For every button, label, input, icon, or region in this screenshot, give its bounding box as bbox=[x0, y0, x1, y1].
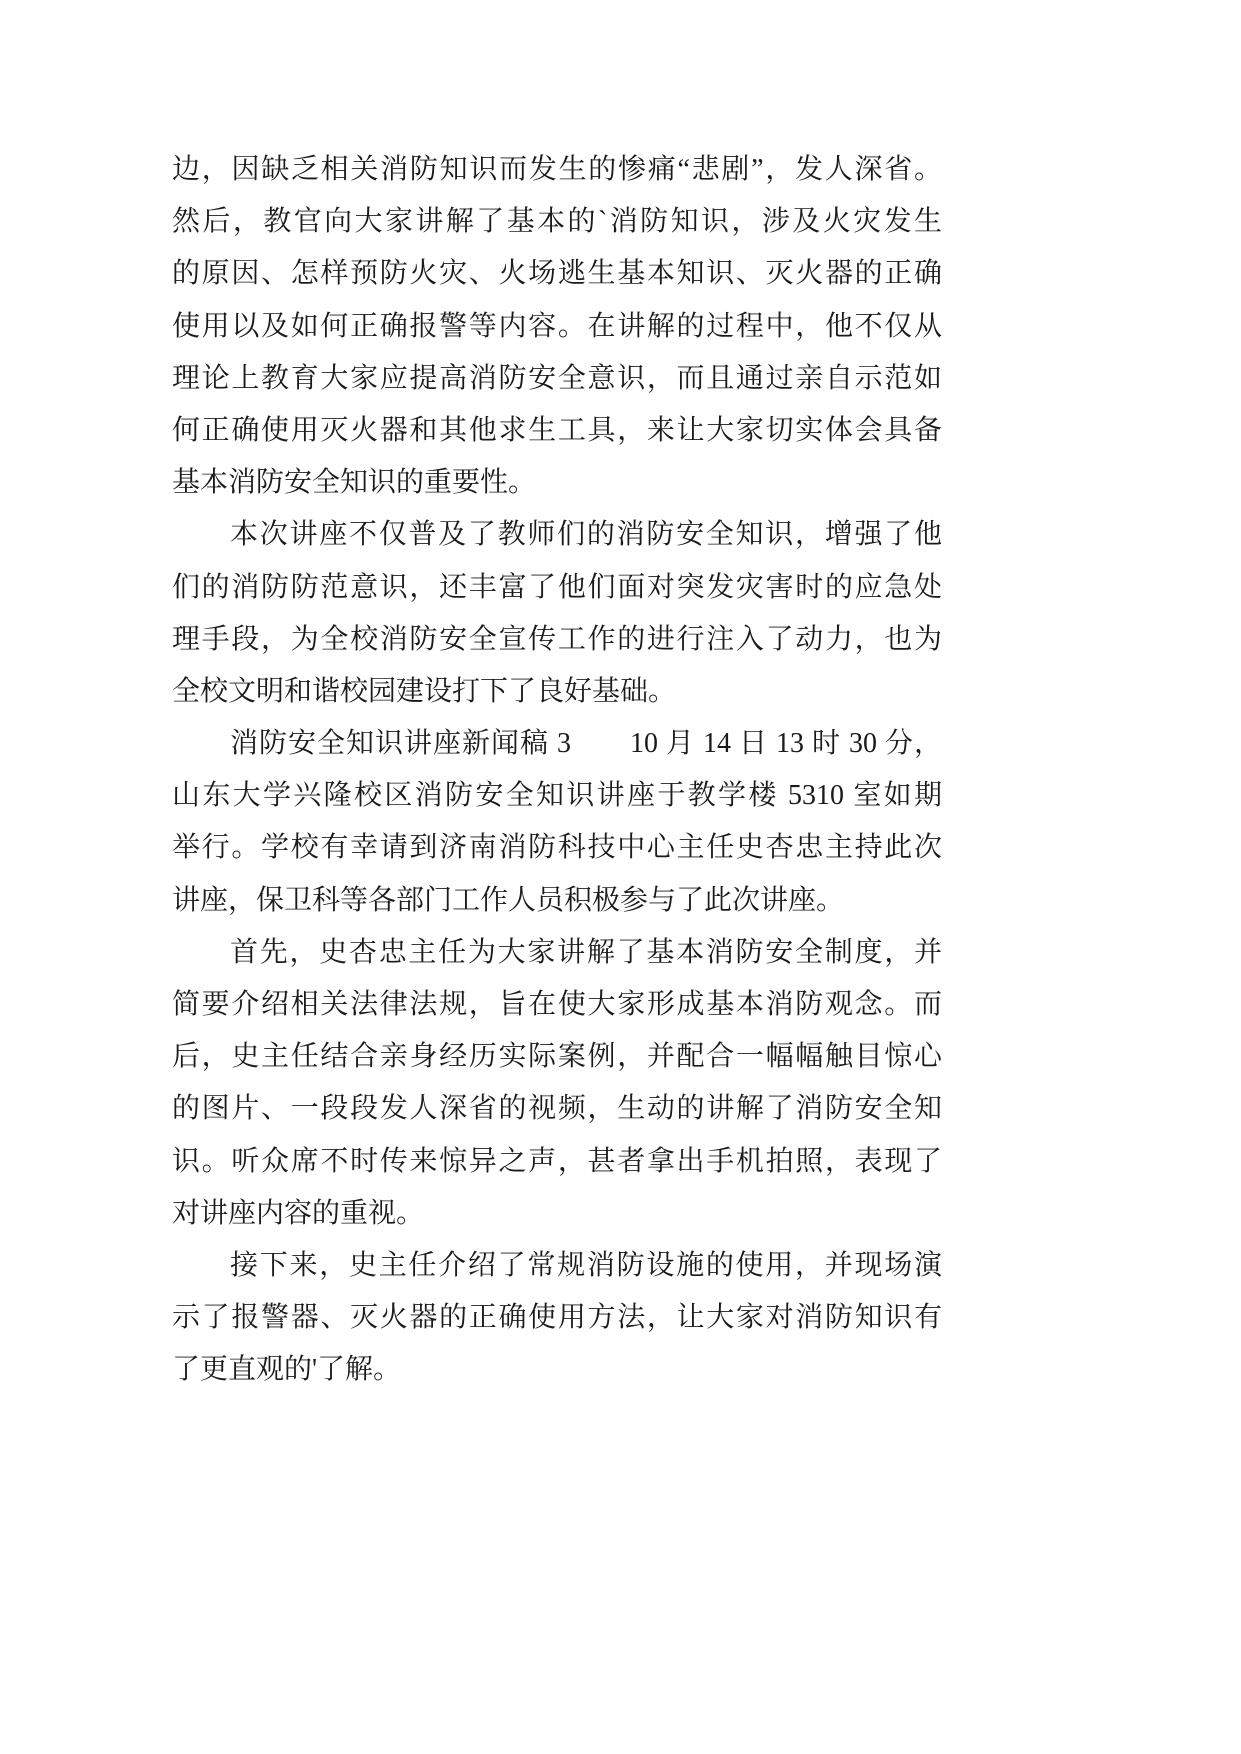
text-line: 讲座，保卫科等各部门工作人员积极参与了此次讲座。 bbox=[172, 884, 845, 916]
paragraph bbox=[172, 927, 942, 1240]
text-line: 简要介绍相关法律法规，旨在使大家形成基本消防观念。而 bbox=[172, 989, 942, 1020]
paragraph bbox=[172, 509, 942, 718]
paragraph bbox=[172, 718, 942, 927]
document-body bbox=[172, 144, 942, 1397]
text-line: 何正确使用灭火器和其他求生工具，来让大家切实体会具备 bbox=[172, 414, 942, 446]
text-line: 边，因缺乏相关消防知识而发生的惨痛“悲剧”，发人深省。 bbox=[172, 154, 942, 185]
text-line: 们的消防防范意识，还丰富了他们面对突发灾害时的应急处 bbox=[172, 571, 942, 603]
text-line: 后，史主任结合亲身经历实际案例，并配合一幅幅触目惊心 bbox=[172, 1041, 942, 1073]
text-line: 识。听众席不时传来惊异之声，甚者拿出手机拍照，表现了 bbox=[172, 1145, 942, 1177]
text-line: 消防安全知识讲座新闻稿 3 10 月 14 日 13 时 30 分， bbox=[230, 728, 942, 760]
text-line: 基本消防安全知识的重要性。 bbox=[172, 467, 537, 499]
text-line: 了更直观的'了解。 bbox=[172, 1354, 402, 1386]
text-line: 接下来，史主任介绍了常规消防设施的使用，并现场演 bbox=[230, 1249, 942, 1281]
text-line: 理论上教育大家应提高消防安全意识，而且通过亲自示范如 bbox=[172, 362, 942, 394]
text-line: 示了报警器、灭火器的正确使用方法，让大家对消防知识有 bbox=[172, 1302, 942, 1334]
text-line: 本次讲座不仅普及了教师们的消防安全知识，增强了他 bbox=[230, 519, 942, 551]
text-line: 全校文明和谐校园建设打下了良好基础。 bbox=[172, 675, 677, 707]
text-line: 然后，教官向大家讲解了基本的`消防知识，涉及火灾发生 bbox=[172, 206, 942, 238]
text-line: 理手段，为全校消防安全宣传工作的进行注入了动力，也为 bbox=[172, 623, 942, 655]
text-line: 举行。学校有幸请到济南消防科技中心主任史杏忠主持此次 bbox=[172, 832, 942, 864]
text-line: 的原因、怎样预防火灾、火场逃生基本知识、灭火器的正确 bbox=[172, 258, 942, 290]
text-line: 首先，史杏忠主任为大家讲解了基本消防安全制度，并 bbox=[230, 936, 942, 968]
paragraph-continued bbox=[172, 144, 942, 509]
text-line: 对讲座内容的重视。 bbox=[172, 1197, 425, 1229]
text-line: 的图片、一段段发人深省的视频，生动的讲解了消防安全知 bbox=[172, 1093, 942, 1125]
paragraph bbox=[172, 1240, 942, 1397]
text-line: 山东大学兴隆校区消防安全知识讲座于教学楼 5310 室如期 bbox=[172, 780, 942, 812]
text-line: 使用以及如何正确报警等内容。在讲解的过程中，他不仅从 bbox=[172, 310, 942, 342]
